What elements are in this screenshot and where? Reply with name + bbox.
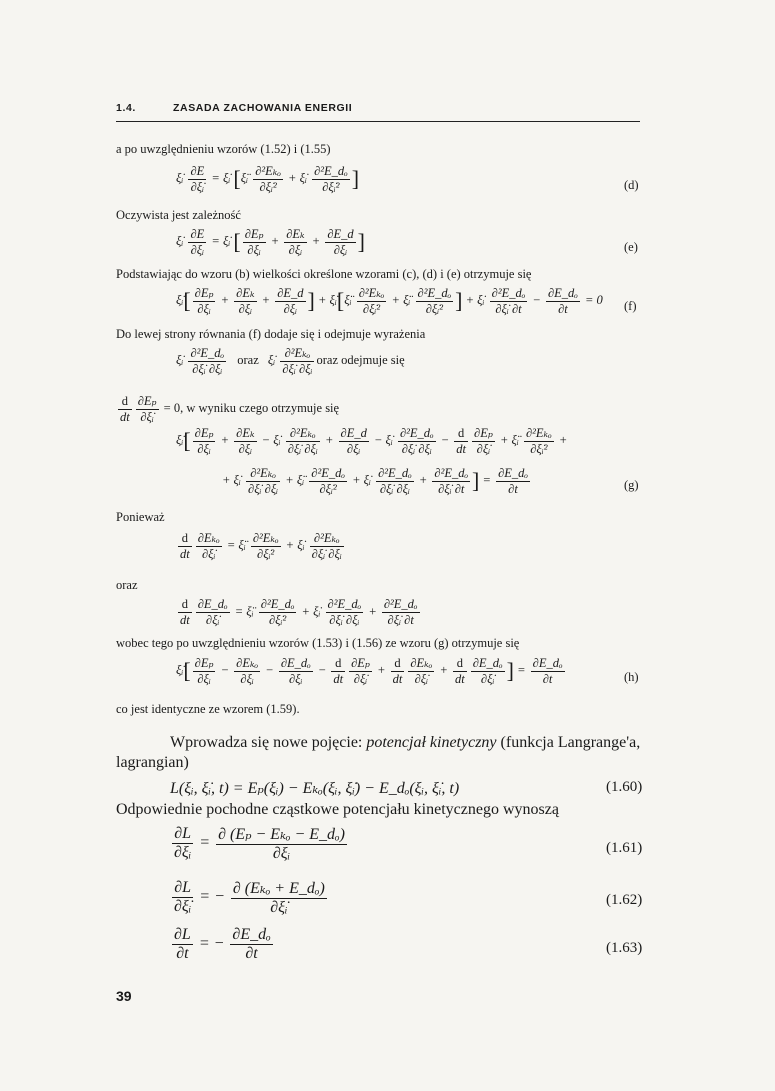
paragraph-3: Podstawiając do wzoru (b) wielkości określone wzorami (c), (d) i (e) otrzymuje się <box>116 267 532 281</box>
paragraph-7: oraz <box>116 578 138 592</box>
equation-label-h: (h) <box>624 670 639 684</box>
word-oraz: oraz <box>237 352 259 367</box>
equation-1-60: L(ξᵢ, ξ̇ᵢ, t) = Eₚ(ξᵢ) − Eₖₒ(ξᵢ, ξ̇ᵢ) − E_dₒ(ξᵢ, ξ̇ᵢ, t) <box>170 780 460 797</box>
term-kinetic-potential: potencjał kinetyczny <box>366 734 497 751</box>
equation-label-f: (f) <box>624 299 637 313</box>
paragraph-10-a: Wprowadza się nowe pojęcie: <box>170 734 367 751</box>
equation-label-d: (d) <box>624 178 639 192</box>
paragraph-10 <box>170 734 640 752</box>
section-title: ZASADA ZACHOWANIA ENERGII <box>173 102 353 114</box>
equation-g-line2: + ξ̇ᵢ $\frac{\text{∂²Eₖₒ}}{\text{∂ξ̇ᵢ ∂ξᵢ}}$ + ξ̈ᵢ $\frac{\text{∂²E\_dₒ}}{\text{∂ξ̇ᵢ²}}$ + ξ̇ᵢ $\frac{\text{∂²E\_dₒ}}{\text{∂ξ̇ᵢ ∂ξᵢ}}$ + $\frac{\text{∂²E\_dₒ}}{\text{∂ξ̇ᵢ ∂t}}$ ] = $\frac{\text{∂E\_dₒ}}{\partial t}$ <box>222 465 528 496</box>
paragraph-10-c: lagrangian) <box>116 754 189 771</box>
equation-h: ξ̇ᵢ[ $\frac{\text{∂Eₚ}}{\text{∂ξᵢ}}$ − $\frac{\text{∂Eₖₒ}}{\text{∂ξᵢ}}$ − $\frac{\text{∂E\_dₒ}}{\text{∂ξᵢ}}$ − $\frac{d}{dt}$ $\frac{\text{∂Eₚ}}{\text{∂ξ̇ᵢ}}$ + $\frac{d}{dt}$ $\frac{\text{∂Eₖₒ}}{\text{∂ξ̇ᵢ}}$ + $\frac{d}{dt}$ $\frac{\text{∂E\_dₒ}}{\text{∂ξ̇ᵢ}}$ ] = $\frac{\text{∂E\_dₒ}}{\partial t}$ <box>176 655 563 686</box>
section-number: 1.4. <box>116 102 136 114</box>
equation-e: ξ̇ᵢ $\frac{\partial E}{\text{∂ξᵢ}}$ = ξ̇ᵢ [ $\frac{\text{∂Eₚ}}{\text{∂ξᵢ}}$ + $\frac{\text{∂Eₖ}}{\text{∂ξᵢ}}$ + $\frac{\partial E\_d}{\text{∂ξᵢ}}$ ] <box>176 226 365 257</box>
page-number: 39 <box>116 988 132 1004</box>
paragraph-11: Odpowiednie pochodne cząstkowe potencjału kinetycznego wynoszą <box>116 801 559 818</box>
paragraph-4: Do lewej strony równania (f) dodaje się i odejmuje wyrażenia <box>116 327 426 341</box>
equation-label-g: (g) <box>624 478 639 492</box>
running-header <box>116 102 353 114</box>
paragraph-9: co jest identyczne ze wzorem (1.59). <box>116 702 300 716</box>
equation-dEko: $\frac{d}{dt}$ $\frac{\text{∂Eₖₒ}}{\text{∂ξ̇ᵢ}}$ = ξ̈ᵢ $\frac{\text{∂²Eₖₒ}}{\text{∂ξ̇ᵢ²}}$ + ξ̇ᵢ $\frac{\text{∂²Eₖₒ}}{\text{∂ξ̇ᵢ ∂ξᵢ}}$ <box>180 530 342 561</box>
equation-dEdo: $\frac{d}{dt}$ $\frac{\text{∂E\_dₒ}}{\text{∂ξ̇ᵢ}}$ = ξ̈ᵢ $\frac{\text{∂²E\_dₒ}}{\text{∂ξ̇ᵢ²}}$ + ξ̇ᵢ $\frac{\text{∂²E\_dₒ}}{\text{∂ξ̇ᵢ ∂ξᵢ}}$ + $\frac{\text{∂²E\_dₒ}}{\text{∂ξ̇ᵢ ∂t}}$ <box>180 597 418 627</box>
paragraph-5: = 0, w wyniku czego otrzymuje się <box>163 400 340 415</box>
paragraph-10-b: (funkcja Langrange'a, <box>496 734 641 751</box>
word-odejmuje: oraz odejmuje się <box>316 352 405 367</box>
equation-label-1-63: (1.63) <box>606 940 643 956</box>
paragraph-6: Ponieważ <box>116 510 165 524</box>
equation-label-1-61: (1.61) <box>606 840 643 856</box>
equation-1-63: $\frac{\partial L}{\partial t}$ = − $\frac{\text{∂E\_dₒ}}{\partial t}$ <box>174 926 271 962</box>
equation-1-61: $\frac{\partial L}{\text{∂ξᵢ}}$ = $\frac{\text{∂ (Eₚ − Eₖₒ − E\_dₒ)}}{\text{∂ξᵢ}}$ <box>174 825 345 862</box>
equation-d: ξ̇ᵢ $\frac{\partial E}{\text{∂ξ̇ᵢ}}$ = ξ̇ᵢ [ξ̈ᵢ $\frac{\text{∂²Eₖₒ}}{\text{∂ξ̇ᵢ²}}$ + ξ̇ᵢ $\frac{\text{∂²E\_dₒ}}{\text{∂ξ̇ᵢ²}}$ ] <box>176 163 360 194</box>
header-rule <box>116 121 640 122</box>
equation-1-62: $\frac{\partial L}{\text{∂ξ̇ᵢ}}$ = − $\frac{\text{∂ (Eₖₒ + E\_dₒ)}}{\text{∂ξ̇ᵢ}}$ <box>174 879 325 916</box>
equation-f: ξ̇ᵢ[ $\frac{\text{∂Eₚ}}{\text{∂ξᵢ}}$ + $\frac{\text{∂Eₖ}}{\text{∂ξᵢ}}$ + $\frac{\partial E\_d}{\text{∂ξᵢ}}$ ] + ξ̇ᵢ[ξ̈ᵢ $\frac{\text{∂²Eₖₒ}}{\text{∂ξ̇ᵢ²}}$ + ξ̈ᵢ $\frac{\text{∂²E\_dₒ}}{\text{∂ξ̇ᵢ²}}$ ] + ξ̇ᵢ $\frac{\text{∂²E\_dₒ}}{\text{∂ξ̇ᵢ ∂t}}$ − $\frac{\text{∂E\_dₒ}}{\partial t}$ = 0 <box>176 285 603 316</box>
equation-label-1-60: (1.60) <box>606 779 643 795</box>
equation-label-1-62: (1.62) <box>606 892 643 908</box>
equation-g-line1: ξ̇ᵢ[ $\frac{\text{∂Eₚ}}{\text{∂ξᵢ}}$ + $\frac{\text{∂Eₖ}}{\text{∂ξᵢ}}$ − ξ̇ᵢ $\frac{\text{∂²Eₖₒ}}{\text{∂ξ̇ᵢ ∂ξᵢ}}$ + $\frac{\partial E\_d}{\text{∂ξᵢ}}$ − ξ̇ᵢ $\frac{\text{∂²E\_dₒ}}{\text{∂ξ̇ᵢ ∂ξᵢ}}$ − $\frac{d}{dt}$ $\frac{\text{∂Eₚ}}{\text{∂ξ̇ᵢ}}$ + ξ̈ᵢ $\frac{\text{∂²Eₖₒ}}{\text{∂ξ̇ᵢ²}}$ + <box>176 425 568 456</box>
paragraph-1: a po uwzględnieniu wzorów (1.52) i (1.55) <box>116 142 331 156</box>
subtracted-term: $\frac{d}{dt}$ $\frac{\text{∂Eₚ}}{\text{∂ξ̇ᵢ}}$ = 0, w wyniku czego otrzymuje się <box>120 393 340 424</box>
equation-label-e: (e) <box>624 240 638 254</box>
paragraph-2: Oczywista jest zależność <box>116 208 241 222</box>
added-terms: ξ̇ᵢ $\frac{\text{∂²E\_dₒ}}{\text{∂ξ̇ᵢ ∂ξᵢ}}$ oraz ξ̇ᵢ $\frac{\text{∂²Eₖₒ}}{\text{∂ξ̇ᵢ ∂ξᵢ}}$ oraz odejmuje się <box>176 345 405 376</box>
paragraph-8: wobec tego po uwzględnieniu wzorów (1.53) i (1.56) ze wzoru (g) otrzymuje się <box>116 636 520 650</box>
